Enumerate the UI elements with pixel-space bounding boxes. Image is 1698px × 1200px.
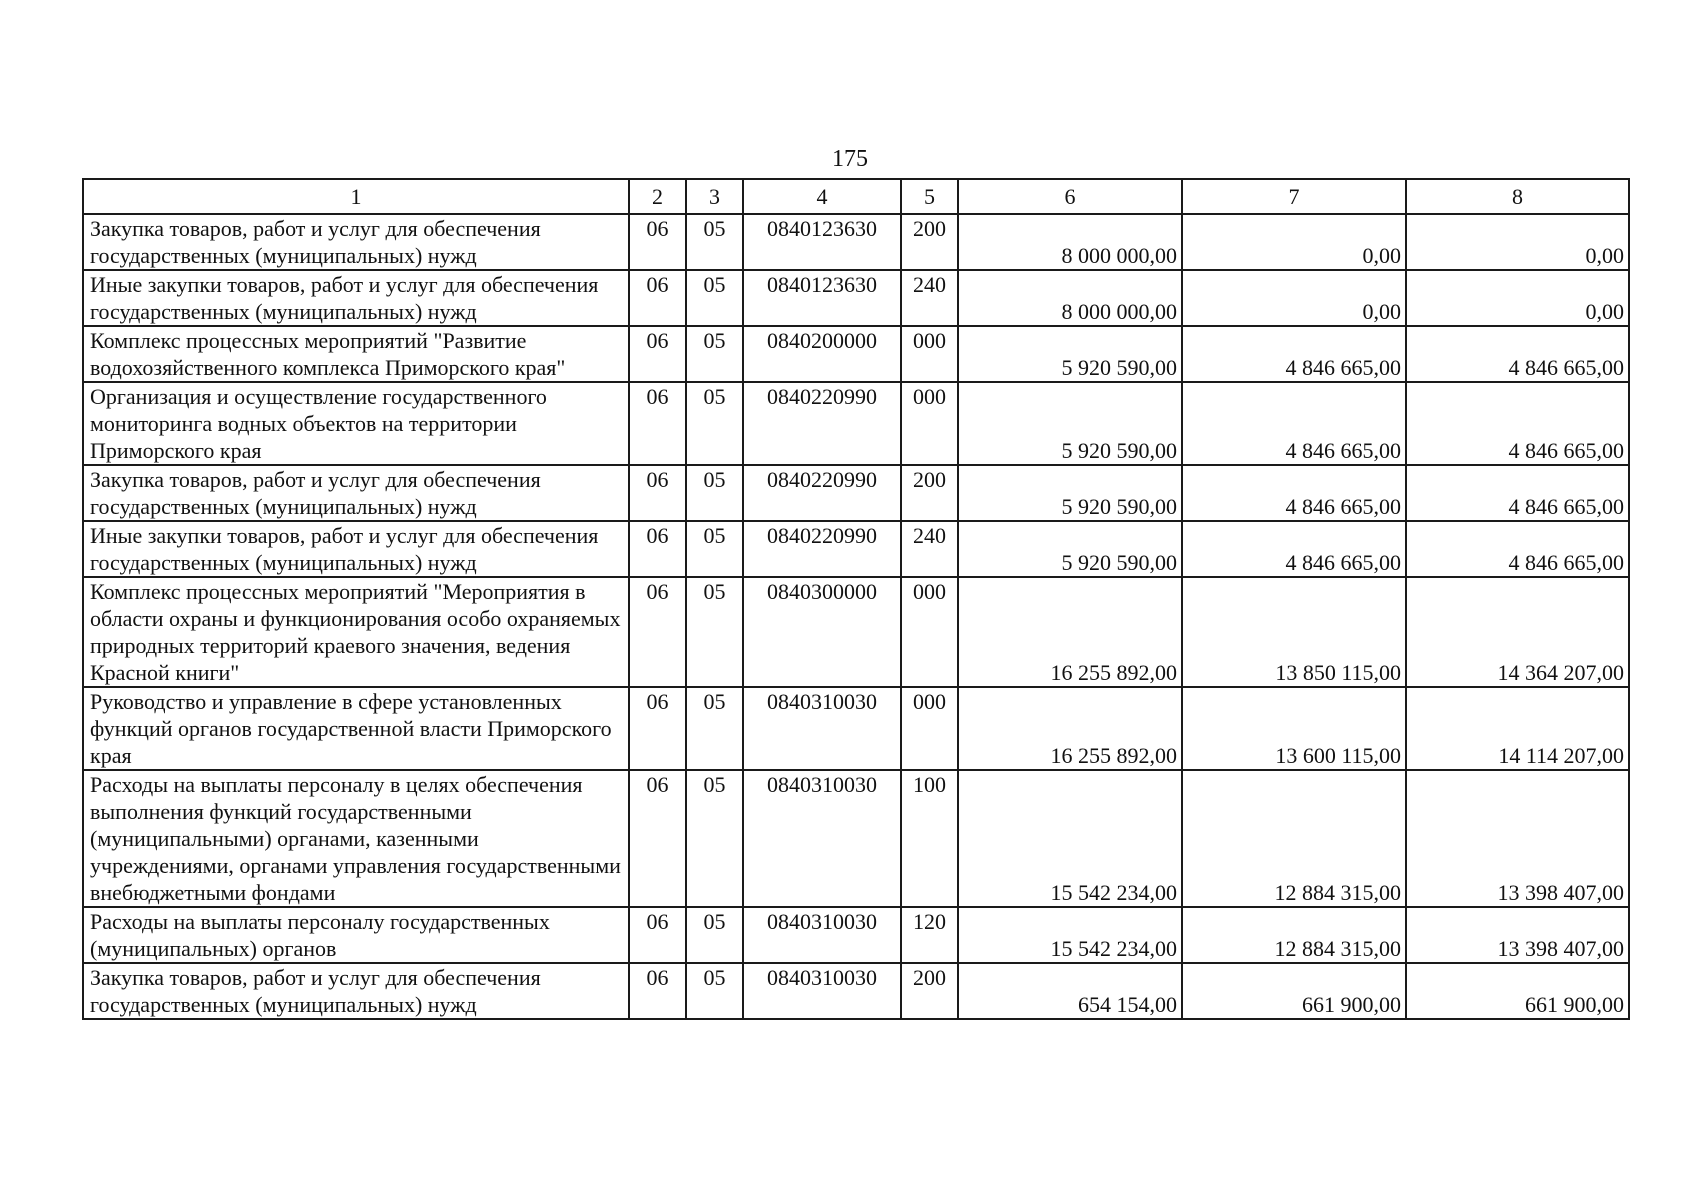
row-name: Иные закупки товаров, работ и услуг для обеспечения государственных (муниципальных) нужд (83, 521, 629, 577)
amount-col-7: 13 850 115,00 (1182, 577, 1406, 687)
section-code: 06 (629, 521, 686, 577)
amount-col-8: 14 114 207,00 (1406, 687, 1629, 770)
column-header: 4 (743, 179, 901, 214)
table-row (83, 521, 1629, 577)
amount-col-7: 12 884 315,00 (1182, 770, 1406, 907)
section-code: 06 (629, 382, 686, 465)
amount-col-8: 13 398 407,00 (1406, 907, 1629, 963)
amount-col-8: 4 846 665,00 (1406, 382, 1629, 465)
expense-type-code: 240 (901, 270, 958, 326)
row-name: Руководство и управление в сфере установленных функций органов государственной власти Приморского края (83, 687, 629, 770)
section-code: 06 (629, 770, 686, 907)
target-article-code: 0840220990 (743, 465, 901, 521)
target-article-code: 0840220990 (743, 521, 901, 577)
subsection-code: 05 (686, 521, 743, 577)
subsection-code: 05 (686, 465, 743, 521)
expense-type-code: 240 (901, 521, 958, 577)
section-code: 06 (629, 214, 686, 270)
subsection-code: 05 (686, 577, 743, 687)
column-header: 8 (1406, 179, 1629, 214)
amount-col-6: 5 920 590,00 (958, 465, 1182, 521)
amount-col-7: 0,00 (1182, 270, 1406, 326)
amount-col-6: 5 920 590,00 (958, 382, 1182, 465)
subsection-code: 05 (686, 326, 743, 382)
amount-col-7: 4 846 665,00 (1182, 326, 1406, 382)
table-row (83, 214, 1629, 270)
page-number: 175 (832, 146, 868, 172)
table-row (83, 326, 1629, 382)
table-header-row (83, 179, 1629, 214)
expense-type-code: 000 (901, 577, 958, 687)
amount-col-8: 4 846 665,00 (1406, 465, 1629, 521)
expense-type-code: 200 (901, 465, 958, 521)
section-code: 06 (629, 907, 686, 963)
section-code: 06 (629, 326, 686, 382)
column-header: 5 (901, 179, 958, 214)
amount-col-6: 16 255 892,00 (958, 687, 1182, 770)
amount-col-6: 5 920 590,00 (958, 326, 1182, 382)
amount-col-7: 661 900,00 (1182, 963, 1406, 1019)
section-code: 06 (629, 577, 686, 687)
subsection-code: 05 (686, 382, 743, 465)
amount-col-8: 14 364 207,00 (1406, 577, 1629, 687)
amount-col-8: 4 846 665,00 (1406, 521, 1629, 577)
amount-col-6: 16 255 892,00 (958, 577, 1182, 687)
expense-type-code: 000 (901, 687, 958, 770)
amount-col-7: 4 846 665,00 (1182, 382, 1406, 465)
row-name: Закупка товаров, работ и услуг для обеспечения государственных (муниципальных) нужд (83, 214, 629, 270)
table-row (83, 907, 1629, 963)
amount-col-6: 654 154,00 (958, 963, 1182, 1019)
target-article-code: 0840310030 (743, 907, 901, 963)
target-article-code: 0840200000 (743, 326, 901, 382)
row-name: Расходы на выплаты персоналу в целях обеспечения выполнения функций государственными (муниципальными) органами, казенными учреждениями, органами управления государственными внебюджетными фондами (83, 770, 629, 907)
target-article-code: 0840310030 (743, 770, 901, 907)
section-code: 06 (629, 963, 686, 1019)
amount-col-8: 0,00 (1406, 270, 1629, 326)
expense-type-code: 200 (901, 963, 958, 1019)
table-row (83, 382, 1629, 465)
table-row (83, 687, 1629, 770)
amount-col-7: 12 884 315,00 (1182, 907, 1406, 963)
row-name: Комплекс процессных мероприятий "Мероприятия в области охраны и функционирования особо охраняемых природных территорий краевого значения, ведения Красной книги" (83, 577, 629, 687)
table-row (83, 577, 1629, 687)
amount-col-7: 4 846 665,00 (1182, 521, 1406, 577)
target-article-code: 0840123630 (743, 214, 901, 270)
row-name: Комплекс процессных мероприятий "Развитие водохозяйственного комплекса Приморского края" (83, 326, 629, 382)
amount-col-7: 0,00 (1182, 214, 1406, 270)
expense-type-code: 100 (901, 770, 958, 907)
row-name: Иные закупки товаров, работ и услуг для обеспечения государственных (муниципальных) нужд (83, 270, 629, 326)
table-row (83, 963, 1629, 1019)
amount-col-6: 8 000 000,00 (958, 270, 1182, 326)
column-header: 6 (958, 179, 1182, 214)
target-article-code: 0840300000 (743, 577, 901, 687)
subsection-code: 05 (686, 907, 743, 963)
table-row (83, 465, 1629, 521)
table-row (83, 770, 1629, 907)
amount-col-8: 661 900,00 (1406, 963, 1629, 1019)
amount-col-8: 4 846 665,00 (1406, 326, 1629, 382)
column-header: 2 (629, 179, 686, 214)
column-header: 1 (83, 179, 629, 214)
section-code: 06 (629, 270, 686, 326)
expense-type-code: 200 (901, 214, 958, 270)
row-name: Закупка товаров, работ и услуг для обеспечения государственных (муниципальных) нужд (83, 465, 629, 521)
column-header: 7 (1182, 179, 1406, 214)
section-code: 06 (629, 687, 686, 770)
subsection-code: 05 (686, 770, 743, 907)
section-code: 06 (629, 465, 686, 521)
column-header: 3 (686, 179, 743, 214)
budget-table (82, 178, 1630, 1020)
subsection-code: 05 (686, 963, 743, 1019)
amount-col-6: 5 920 590,00 (958, 521, 1182, 577)
amount-col-6: 15 542 234,00 (958, 907, 1182, 963)
subsection-code: 05 (686, 270, 743, 326)
row-name: Организация и осуществление государственного мониторинга водных объектов на территории Приморского края (83, 382, 629, 465)
amount-col-6: 8 000 000,00 (958, 214, 1182, 270)
subsection-code: 05 (686, 687, 743, 770)
amount-col-7: 4 846 665,00 (1182, 465, 1406, 521)
target-article-code: 0840310030 (743, 963, 901, 1019)
amount-col-6: 15 542 234,00 (958, 770, 1182, 907)
target-article-code: 0840220990 (743, 382, 901, 465)
row-name: Закупка товаров, работ и услуг для обеспечения государственных (муниципальных) нужд (83, 963, 629, 1019)
expense-type-code: 120 (901, 907, 958, 963)
amount-col-8: 0,00 (1406, 214, 1629, 270)
amount-col-8: 13 398 407,00 (1406, 770, 1629, 907)
target-article-code: 0840310030 (743, 687, 901, 770)
subsection-code: 05 (686, 214, 743, 270)
target-article-code: 0840123630 (743, 270, 901, 326)
row-name: Расходы на выплаты персоналу государственных (муниципальных) органов (83, 907, 629, 963)
expense-type-code: 000 (901, 326, 958, 382)
table-row (83, 270, 1629, 326)
amount-col-7: 13 600 115,00 (1182, 687, 1406, 770)
expense-type-code: 000 (901, 382, 958, 465)
